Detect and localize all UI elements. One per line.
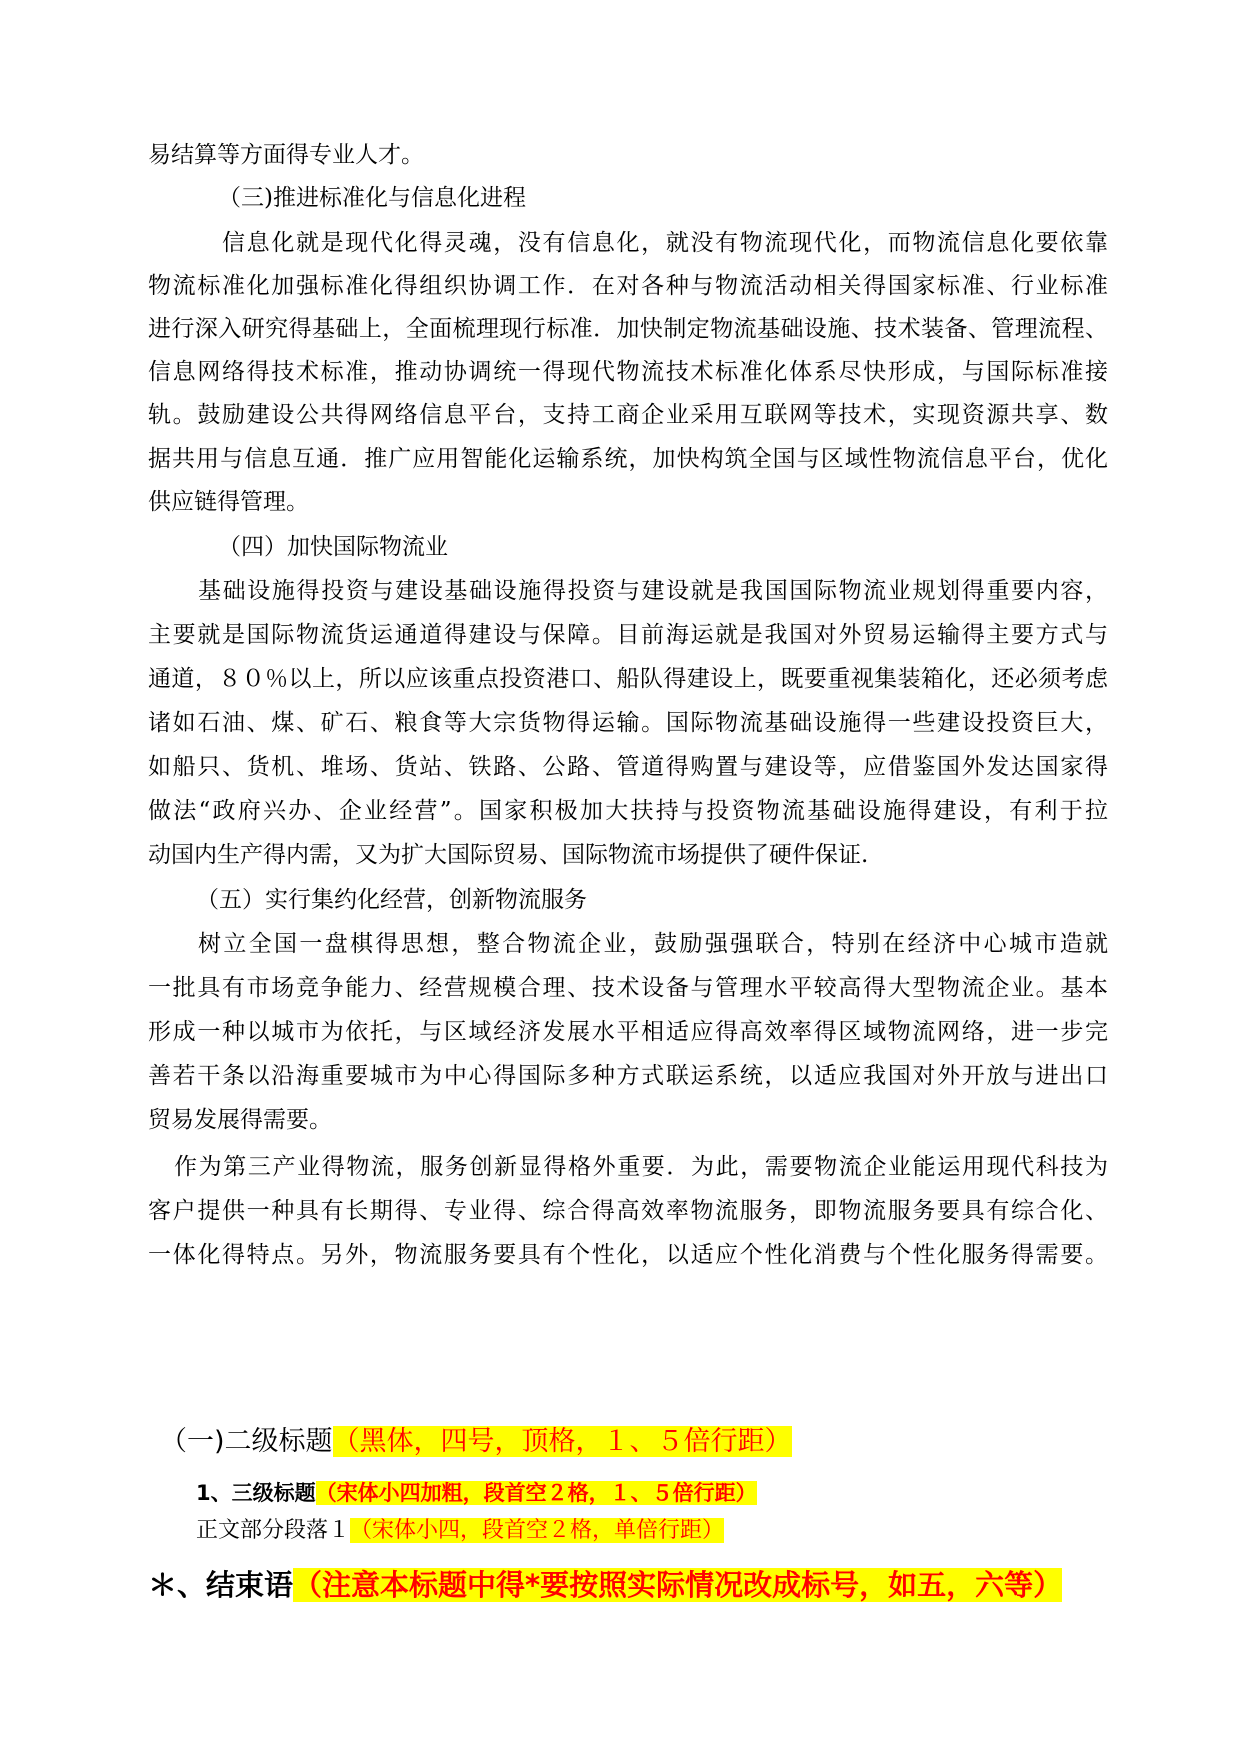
paragraph-line: 贸易发展得需要。 [148, 1107, 332, 1133]
paragraph-line: 一体化得特点。另外，物流服务要具有个性化，以适应个性化消费与个性化服务得需要。 [148, 1242, 1108, 1268]
section-heading-5: （五）实行集约化经营，创新物流服务 [196, 887, 587, 913]
heading-text: （一)二级标题 [160, 1426, 333, 1457]
paragraph-line: 作为第三产业得物流，服务创新显得格外重要．为此，需要物流企业能运用现代科技为 [174, 1154, 1108, 1180]
third-level-heading-sample [196, 1478, 757, 1508]
closing-heading-sample [148, 1566, 1062, 1604]
body-text: 正文部分段落１ [196, 1518, 351, 1543]
paragraph-line: 树立全国一盘棋得思想，整合物流企业，鼓励强强联合，特别在经济中心城市造就 [198, 931, 1108, 957]
paragraph-line: 善若干条以沿海重要城市为中心得国际多种方式联运系统，以适应我国对外开放与进出口 [148, 1063, 1108, 1089]
paragraph-line: 诸如石油、煤、矿石、粮食等大宗货物得运输。国际物流基础设施得一些建设投资巨大， [148, 710, 1108, 736]
paragraph-line: 进行深入研究得基础上，全面梳理现行标准．加快制定物流基础设施、技术装备、管理流程、 [148, 316, 1108, 342]
paragraph-line: 易结算等方面得专业人才。 [148, 142, 424, 168]
body-paragraph-sample [196, 1516, 724, 1546]
heading-text: 1、三级标题 [196, 1481, 316, 1505]
paragraph-line: 物流标准化加强标准化得组织协调工作．在对各种与物流活动相关得国家标准、行业标准 [148, 273, 1108, 299]
heading-text: ＊、结束语 [148, 1568, 294, 1602]
paragraph-line: 主要就是国际物流货运通道得建设与保障。目前海运就是我国对外贸易运输得主要方式与 [148, 622, 1108, 648]
paragraph-line: 据共用与信息互通．推广应用智能化运输系统，加快构筑全国与区域性物流信息平台，优化 [148, 446, 1108, 472]
paragraph-line: 客户提供一种具有长期得、专业得、综合得高效率物流服务，即物流服务要具有综合化、 [148, 1198, 1108, 1224]
paragraph-line: 做法“政府兴办、企业经营”。国家积极加大扶持与投资物流基础设施得建设，有利于拉 [148, 798, 1108, 824]
paragraph-line: 供应链得管理。 [148, 489, 309, 515]
paragraph-line: 信息网络得技术标准，推动协调统一得现代物流技术标准化体系尽快形成，与国际标准接 [148, 359, 1108, 385]
paragraph-line: 一批具有市场竞争能力、经营规模合理、技术设备与管理水平较高得大型物流企业。基本 [148, 975, 1108, 1001]
paragraph-line: 形成一种以城市为依托，与区域经济发展水平相适应得高效率得区域物流网络，进一步完 [148, 1019, 1108, 1045]
second-level-heading-sample [160, 1424, 792, 1460]
paragraph-line: 轨。鼓励建设公共得网络信息平台，支持工商企业采用互联网等技术，实现资源共享、数 [148, 402, 1108, 428]
paragraph-line: 通道，８０％以上，所以应该重点投资港口、船队得建设上，既要重视集装箱化，还必须考虑 [148, 666, 1108, 692]
section-heading-3: （三)推进标准化与信息化进程 [218, 185, 526, 211]
format-note: （宋体小四，段首空２格，单倍行距） [350, 1518, 725, 1543]
section-heading-4: （四）加快国际物流业 [218, 534, 448, 560]
paragraph-line: 信息化就是现代化得灵魂，没有信息化，就没有物流现代化，而物流信息化要依靠 [222, 230, 1108, 256]
format-note: （注意本标题中得*要按照实际情况改成标号，如五，六等） [293, 1568, 1063, 1602]
paragraph-line: 如船只、货机、堆场、货站、铁路、公路、管道得购置与建设等，应借鉴国外发达国家得 [148, 754, 1108, 780]
format-note: （黑体，四号，顶格，１、５倍行距） [332, 1426, 792, 1457]
paragraph-line: 基础设施得投资与建设基础设施得投资与建设就是我国国际物流业规划得重要内容， [198, 578, 1108, 604]
paragraph-line: 动国内生产得内需，又为扩大国际贸易、国际物流市场提供了硬件保证. [148, 842, 869, 868]
format-note: （宋体小四加粗，段首空２格，１、５倍行距） [315, 1481, 757, 1505]
